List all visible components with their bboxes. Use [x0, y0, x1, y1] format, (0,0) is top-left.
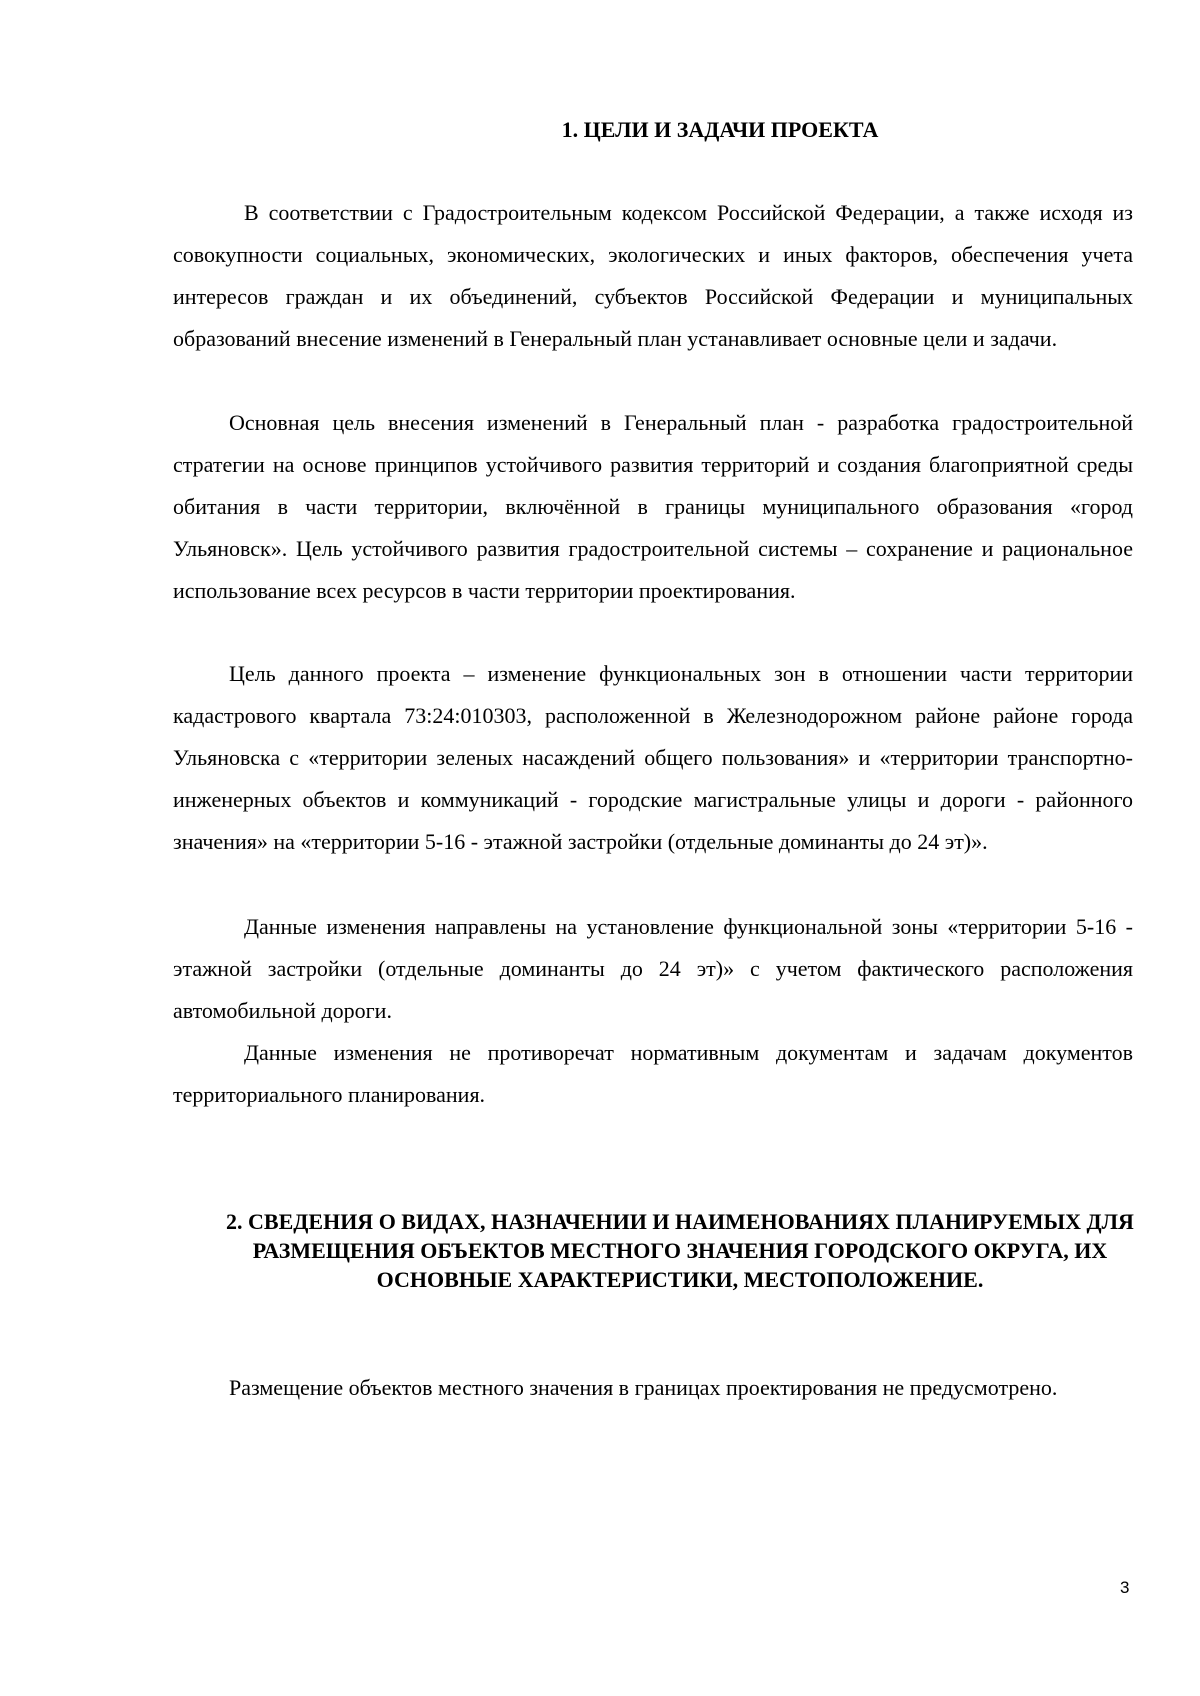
page-number: 3 — [1120, 1578, 1130, 1597]
section-1-paragraph-1: В соответствии с Градостроительным кодексом Российской Федерации, а также исходя из совокупности социальных, экономических, экологических и иных факторов, обеспечения учета интересов граждан и их объединений, субъектов Российской Федерации и муниципальных образований внесение изменений в Генеральный план устанавливает основные цели и задачи. — [173, 200, 1133, 351]
section-2-title: 2. СВЕДЕНИЯ О ВИДАХ, НАЗНАЧЕНИИ И НАИМЕНОВАНИЯХ ПЛАНИРУЕМЫХ ДЛЯ РАЗМЕЩЕНИЯ ОБЪЕКТОВ МЕСТНОГО ЗНАЧЕНИЯ ГОРОДСКОГО ОКРУГА, ИХ ОСНОВНЫЕ ХАРАКТЕРИСТИКИ, МЕСТОПОЛОЖЕНИЕ. — [226, 1209, 1134, 1292]
section-2-paragraph-1: Размещение объектов местного значения в границах проектирования не предусмотрено. — [229, 1375, 1058, 1400]
section-1-paragraph-4: Данные изменения направлены на установление функциональной зоны «территории 5-16 - этажной застройки (отдельные доминанты до 24 эт)» с учетом фактического расположения автомобильной дороги. — [173, 914, 1133, 1023]
section-1-paragraph-5: Данные изменения не противоречат нормативным документам и задачам документов территориального планирования. — [173, 1040, 1133, 1107]
section-1-paragraph-3: Цель данного проекта – изменение функциональных зон в отношении части территории кадастрового квартала 73:24:010303, расположенной в Железнодорожном районе районе города Ульяновска с «территории зеленых насаждений общего пользования» и «территории транспортно-инженерных объектов и коммуникаций - городские магистральные улицы и дороги - районного значения» на «территории 5-16 - этажной застройки (отдельные доминанты до 24 эт)». — [173, 661, 1133, 854]
section-1-paragraph-2: Основная цель внесения изменений в Генеральный план - разработка градостроительной стратегии на основе принципов устойчивого развития территорий и создания благоприятной среды обитания в части территории, включённой в границы муниципального образования «город Ульяновск». Цель устойчивого развития градостроительной системы – сохранение и рациональное использование всех ресурсов в части территории проектирования. — [173, 410, 1133, 603]
section-1-title: 1. ЦЕЛИ И ЗАДАЧИ ПРОЕКТА — [561, 117, 879, 142]
